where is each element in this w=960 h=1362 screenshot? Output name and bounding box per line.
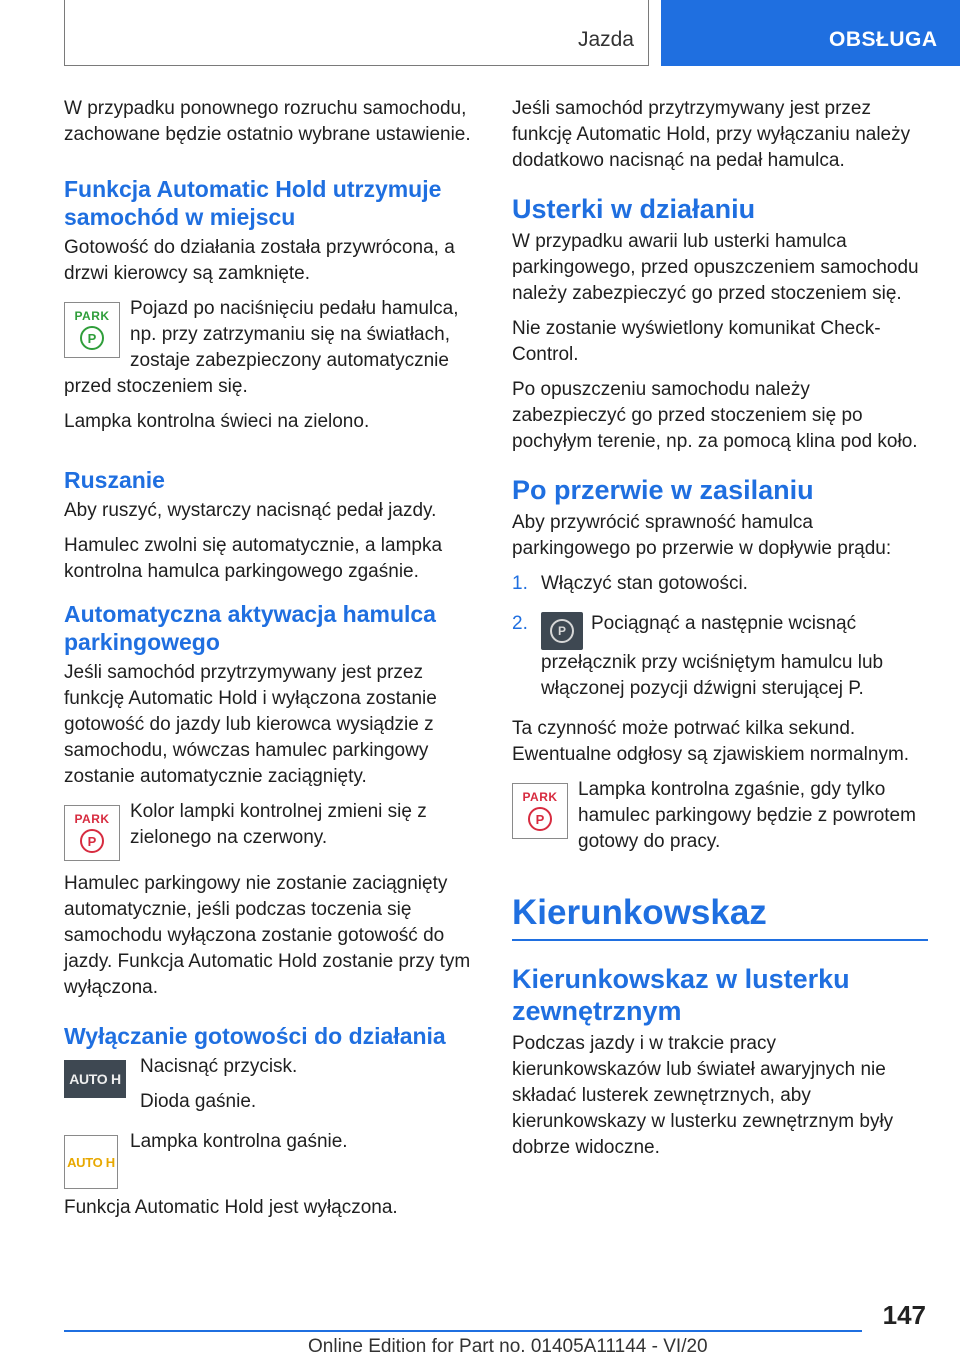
- park-red-ready-note: [512, 777, 928, 855]
- heading-auto-activation: Automatyczna aktywacja hamulca parkingowego: [64, 601, 436, 655]
- heading-mirror-turn-signal: Kierunkowskaz w lusterku zewnętrznym: [512, 964, 850, 1026]
- paragraph: Pojazd po naciśnięciu pedału hamulca, np. przy zatrzymaniu się na światłach, zostaje zabezpieczony automatycznie: [130, 298, 459, 371]
- park-green-note: [64, 296, 482, 374]
- paragraph: Ta czynność może potrwać kilka sekund. Ewentualne odgłosy są zjawiskiem normalnym.: [512, 718, 910, 765]
- park-red-note: [64, 799, 482, 865]
- paragraph: Hamulec parkingowy nie zostanie zaciągnięty automatycznie, jeśli podczas toczenia się samochodu wyłączona zostanie gotowość do jazdy. Funkcja Automatic Hold zostanie przy tym wyłączona.: [64, 873, 471, 998]
- parking-brake-switch-icon: P: [541, 612, 583, 650]
- paragraph: Lampka kontrolna gaśnie.: [130, 1131, 348, 1152]
- heading-start: Ruszanie: [64, 467, 165, 493]
- paragraph: Jeśli samochód przytrzymywany jest przez funkcję Automatic Hold, przy wyłączaniu należy dodatkowo nacisnąć na pedał hamulca.: [512, 98, 911, 171]
- footer-edition: Online Edition for Part no. 01405A11144 - VI/20: [308, 1336, 708, 1357]
- paragraph: przed stoczeniem się.: [64, 376, 248, 397]
- paragraph: Dioda gaśnie.: [140, 1091, 257, 1112]
- autoh-lamp-note: [64, 1129, 482, 1187]
- heading-switch-off: Wyłączanie gotowości do działania: [64, 1023, 446, 1049]
- header-section-tab: [661, 0, 960, 66]
- heading-automatic-hold: Funkcja Automatic Hold utrzymuje samochód w miejscu: [64, 176, 442, 230]
- paragraph: Po opuszczeniu samochodu należy zabezpieczyć go przed stoczeniem się po pochyłym terenie, np. za pomocą klina pod koło.: [512, 379, 918, 452]
- auto-h-button-icon: AUTO H: [64, 1060, 126, 1098]
- step-item: 1. Włączyć stan gotowości.: [512, 573, 748, 594]
- paragraph: Nie zostanie wyświetlony komunikat Check-Control.: [512, 318, 881, 365]
- paragraph: Lampka kontrolna zgaśnie, gdy tylko hamulec parkingowy będzie z powrotem gotowy do pracy.: [578, 779, 916, 852]
- paragraph: Nacisnąć przycisk.: [140, 1056, 298, 1077]
- right-column: [512, 96, 928, 1170]
- paragraph: Gotowość do działania została przywrócona, a drzwi kierowcy są zamknięte.: [64, 237, 455, 284]
- heading-turn-signal: Kierunkowskaz: [512, 891, 928, 941]
- paragraph: Kolor lampki kontrolnej zmieni się z zielonego na czerwony.: [130, 801, 427, 848]
- footer-rule: [64, 1330, 862, 1332]
- step-item: 2. P Pociągnąć a następnie wcisnąć przełącznik przy wciśniętym hamulcu lub włączonej pozycji dźwigni sterującej P.: [512, 613, 884, 699]
- left-column: [64, 96, 482, 1230]
- auto-h-lamp-icon: AUTO H: [64, 1135, 118, 1189]
- heading-faults: Usterki w działaniu: [512, 194, 756, 224]
- page-number: 147: [882, 1300, 926, 1330]
- paragraph: W przypadku ponownego rozruchu samochodu, zachowane będzie ostatnio wybrane ustawienie.: [64, 98, 471, 145]
- paragraph: Aby ruszyć, wystarczy nacisnąć pedał jazdy.: [64, 500, 437, 521]
- header-chapter: Jazda: [577, 28, 634, 51]
- steps-list: [512, 571, 928, 702]
- park-red-lamp-icon: PARK P: [64, 805, 120, 861]
- paragraph: Funkcja Automatic Hold jest wyłączona.: [64, 1197, 398, 1218]
- paragraph: W przypadku awarii lub usterki hamulca parkingowego, przed opuszczeniem samochodu należy zabezpieczyć go przed stoczeniem się.: [512, 231, 919, 304]
- park-green-lamp-icon: PARK P: [64, 302, 120, 358]
- paragraph: Podczas jazdy i w trakcie pracy kierunkowskazów lub świateł awaryjnych nie składać lusterek zewnętrznych, aby kierunkowskazy w lusterku zewnętrznym były dobrze widoczne.: [512, 1033, 894, 1158]
- paragraph: Lampka kontrolna świeci na zielono.: [64, 411, 370, 432]
- heading-power-interruption: Po przerwie w zasilaniu: [512, 475, 814, 505]
- paragraph: Aby przywrócić sprawność hamulca parkingowego po przerwie w dopływie prądu:: [512, 512, 892, 559]
- header-section: OBSŁUGA: [829, 28, 938, 51]
- autoh-button-note: [64, 1054, 482, 1115]
- header-chapter-box: [64, 0, 649, 66]
- paragraph: Jeśli samochód przytrzymywany jest przez funkcję Automatic Hold i wyłączona zostanie gotowość do jazdy lub kierowca wysiądzie z samochodu, wówczas hamulec parkingowy zostanie automatycznie zaciągnięty.: [64, 662, 437, 787]
- park-red-lamp-icon: PARK P: [512, 783, 568, 839]
- paragraph: Hamulec zwolni się automatycznie, a lampka kontrolna hamulca parkingowego zgaśnie.: [64, 535, 443, 582]
